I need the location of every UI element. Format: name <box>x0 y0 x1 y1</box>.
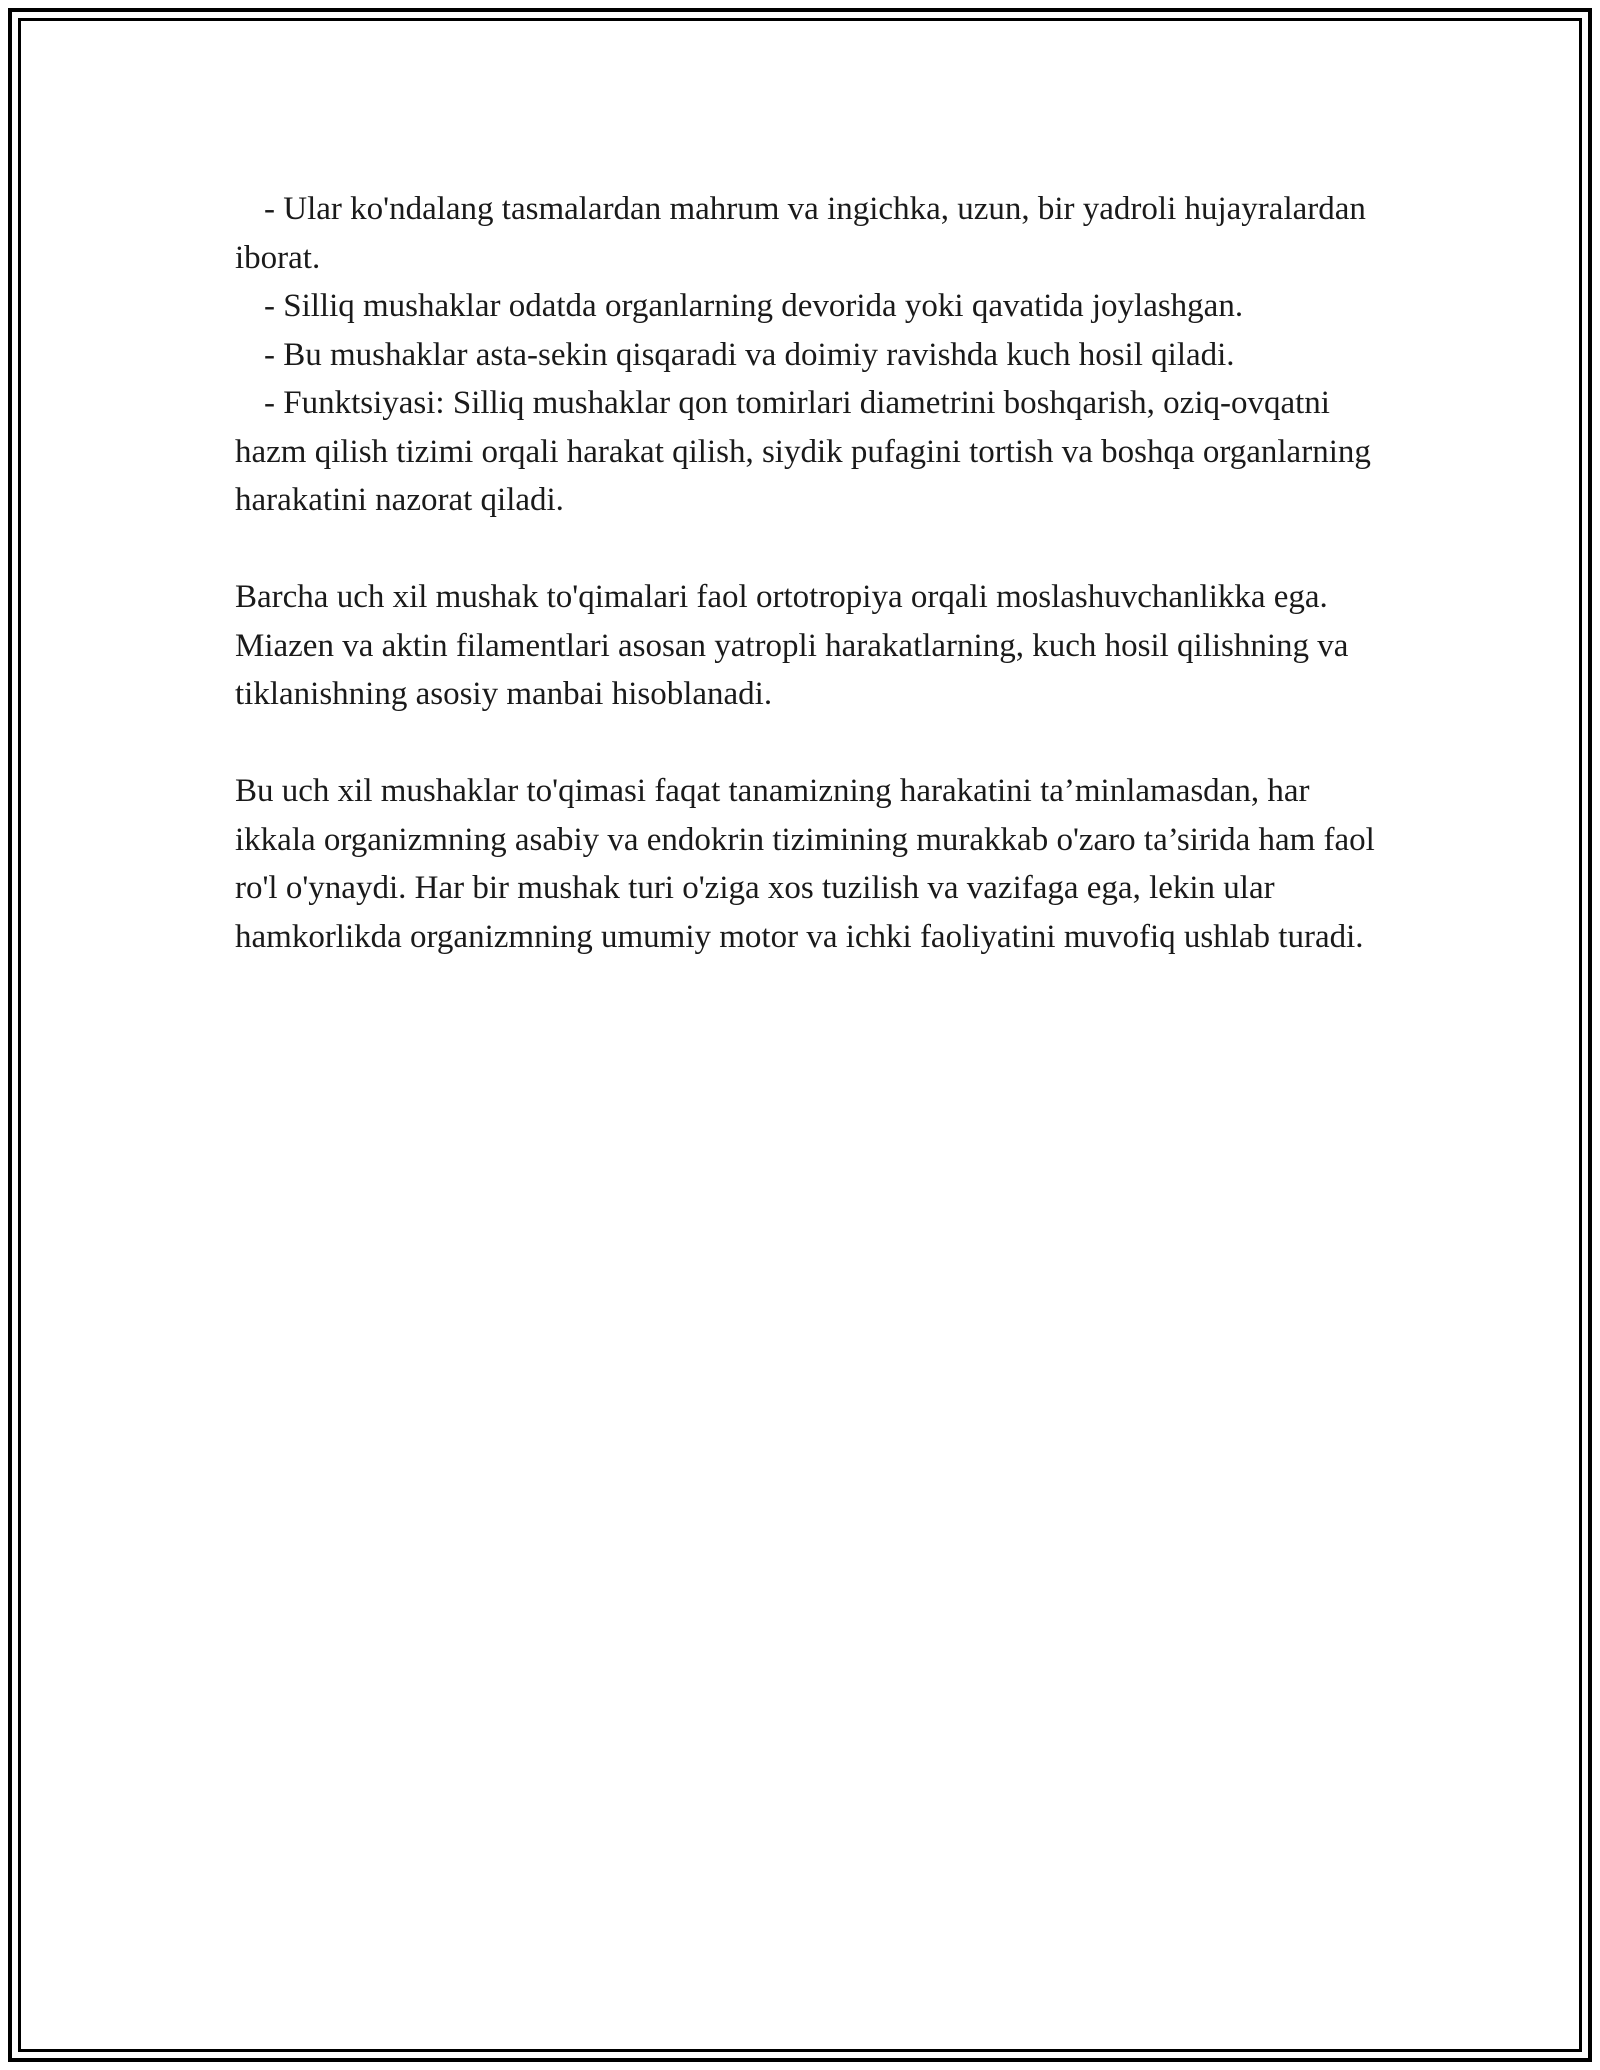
paragraph: Barcha uch xil mushak to'qimalari faol ortotropiya orqali moslashuvchanlikka ega. Miazen va aktin filamentlari asosan yatropli harakatlarning, kuch hosil qilishning va tiklanishning asosiy manbai hisoblanadi. <box>235 579 1349 712</box>
bullet-list <box>235 185 1375 525</box>
bullet-item: - Bu mushaklar asta-sekin qisqaradi va doimiy ravishda kuch hosil qiladi. <box>264 336 1235 373</box>
paragraph: Bu uch xil mushaklar to'qimasi faqat tanamizning harakatini ta’minlamasdan, har ikkala organizmning asabiy va endokrin tizimining murakkab o'zaro ta’sirida ham faol ro'l o'ynaydi. Har bir mushak turi o'ziga xos tuzilish va vazifaga ega, lekin ular hamkorlikda organizmning umumiy motor va ichki faoliyatini muvofiq ushlab turadi. <box>235 773 1375 955</box>
document-body <box>235 185 1375 961</box>
bullet-item: - Silliq mushaklar odatda organlarning devorida yoki qavatida joylashgan. <box>264 288 1244 324</box>
bullet-item: - Funktsiyasi: Silliq mushaklar qon tomirlari diametrini boshqarish, oziq-ovqatni hazm qilish tizimi orqali harakat qilish, siydik pufagini tortish va boshqa organlarning harakatini nazorat qiladi. <box>235 385 1371 518</box>
bullet-item: - Ular ko'ndalang tasmalardan mahrum va ingichka, uzun, bir yadroli hujayralardan iborat. <box>235 191 1366 276</box>
